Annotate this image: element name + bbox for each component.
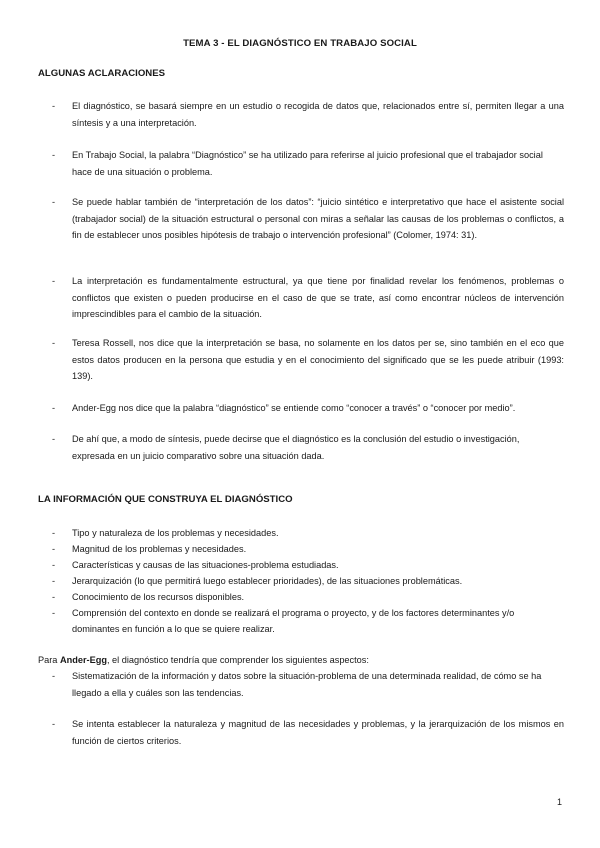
list-item-text: Comprensión del contexto en donde se realizará el programa o proyecto, y de los factores determinantes y/o dominantes en función a lo que se quiere realizar.	[72, 608, 515, 634]
bullet-dash: -	[52, 150, 56, 160]
page-title: TEMA 3 - EL DIAGNÓSTICO EN TRABAJO SOCIAL	[183, 38, 417, 49]
list-item-text: Se intenta establecer la naturaleza y magnitud de las necesidades y problemas, y la jerarquización de los mismos en función de ciertos criterios.	[72, 719, 564, 746]
list-item-text: Conocimiento de los recursos disponibles.	[72, 592, 245, 602]
intro-suffix: , el diagnóstico tendría que comprender los siguientes aspectos:	[106, 655, 369, 665]
list-item-text: Tipo y naturaleza de los problemas y necesidades.	[72, 528, 279, 538]
bullet-dash: -	[52, 197, 56, 207]
bullet-dash: -	[52, 403, 56, 413]
intro-prefix: Para	[38, 655, 60, 665]
bullet-dash: -	[52, 528, 56, 538]
bullet-dash: -	[52, 338, 56, 348]
list-item-text: Sistematización de la información y datos sobre la situación-problema de una determinada realidad, de cómo se ha llegado a ella y cuáles son las tendencias.	[72, 671, 542, 698]
list-item-text: En Trabajo Social, la palabra “Diagnóstico” se ha utilizado para referirse al juicio profesional que el trabajador social hace de una situación o problema.	[72, 150, 543, 177]
bullet-dash: -	[52, 544, 56, 554]
list-item-text: Jerarquización (lo que permitirá luego establecer prioridades), de las situaciones problemáticas.	[72, 576, 463, 586]
list-item-text: Características y causas de las situaciones-problema estudiadas.	[72, 560, 339, 570]
list-item-text: El diagnóstico, se basará siempre en un estudio o recogida de datos que, relacionados entre sí, permiten llegar a una síntesis y a una interpretación.	[72, 101, 564, 128]
intro-author: Ander-Egg	[59, 655, 107, 665]
list-item-text: Ander-Egg nos dice que la palabra “diagnóstico” se entiende como “conocer a través” o “conocer por medio”.	[72, 403, 516, 413]
list-item-text: Magnitud de los problemas y necesidades.	[72, 544, 247, 554]
bullet-dash: -	[52, 560, 56, 570]
bullet-dash: -	[52, 101, 56, 111]
list-item-text: La interpretación es fundamentalmente estructural, ya que tiene por finalidad revelar los fenómenos, problemas o conflictos que existen o pueden producirse en el caso de que se trate, así como encontrar núcleos de intervención imprescindibles para el cambio de la situación.	[72, 276, 564, 319]
list-item-text: De ahí que, a modo de síntesis, puede decirse que el diagnóstico es la conclusión del estudio o investigación, expresada en un juicio comparativo sobre una situación dada.	[72, 434, 520, 461]
bullet-dash: -	[52, 719, 56, 729]
bullet-dash: -	[52, 671, 56, 681]
bullet-dash: -	[52, 608, 56, 618]
page-number: 1	[557, 797, 563, 807]
bullet-dash: -	[52, 576, 56, 586]
section-heading-aclaraciones: ALGUNAS ACLARACIONES	[38, 68, 166, 79]
section-heading-informacion: LA INFORMACIÓN QUE CONSTRUYA EL DIAGNÓSTICO	[38, 494, 293, 505]
list-item-text: Se puede hablar también de “interpretación de los datos”: “juicio sintético e interpretativo que hace el asistente social (trabajador social) de la situación estructural o personal con miras a señalar las causas de los problemas o conflictos, a fin de establecer unos posibles hipótesis de trabajo o intervención profesional” (Colomer, 1974: 31).	[72, 197, 564, 240]
intro-paragraph	[38, 652, 563, 669]
bullet-dash: -	[52, 434, 56, 444]
bullet-dash: -	[52, 592, 56, 602]
list-item-text: Teresa Rossell, nos dice que la interpretación se basa, no solamente en los datos per se, sino también en el eco que estos datos producen en la persona que estudia y en el conocimiento del significado que se les puede atribuir (1993: 139).	[72, 338, 564, 381]
bullet-dash: -	[52, 276, 56, 286]
